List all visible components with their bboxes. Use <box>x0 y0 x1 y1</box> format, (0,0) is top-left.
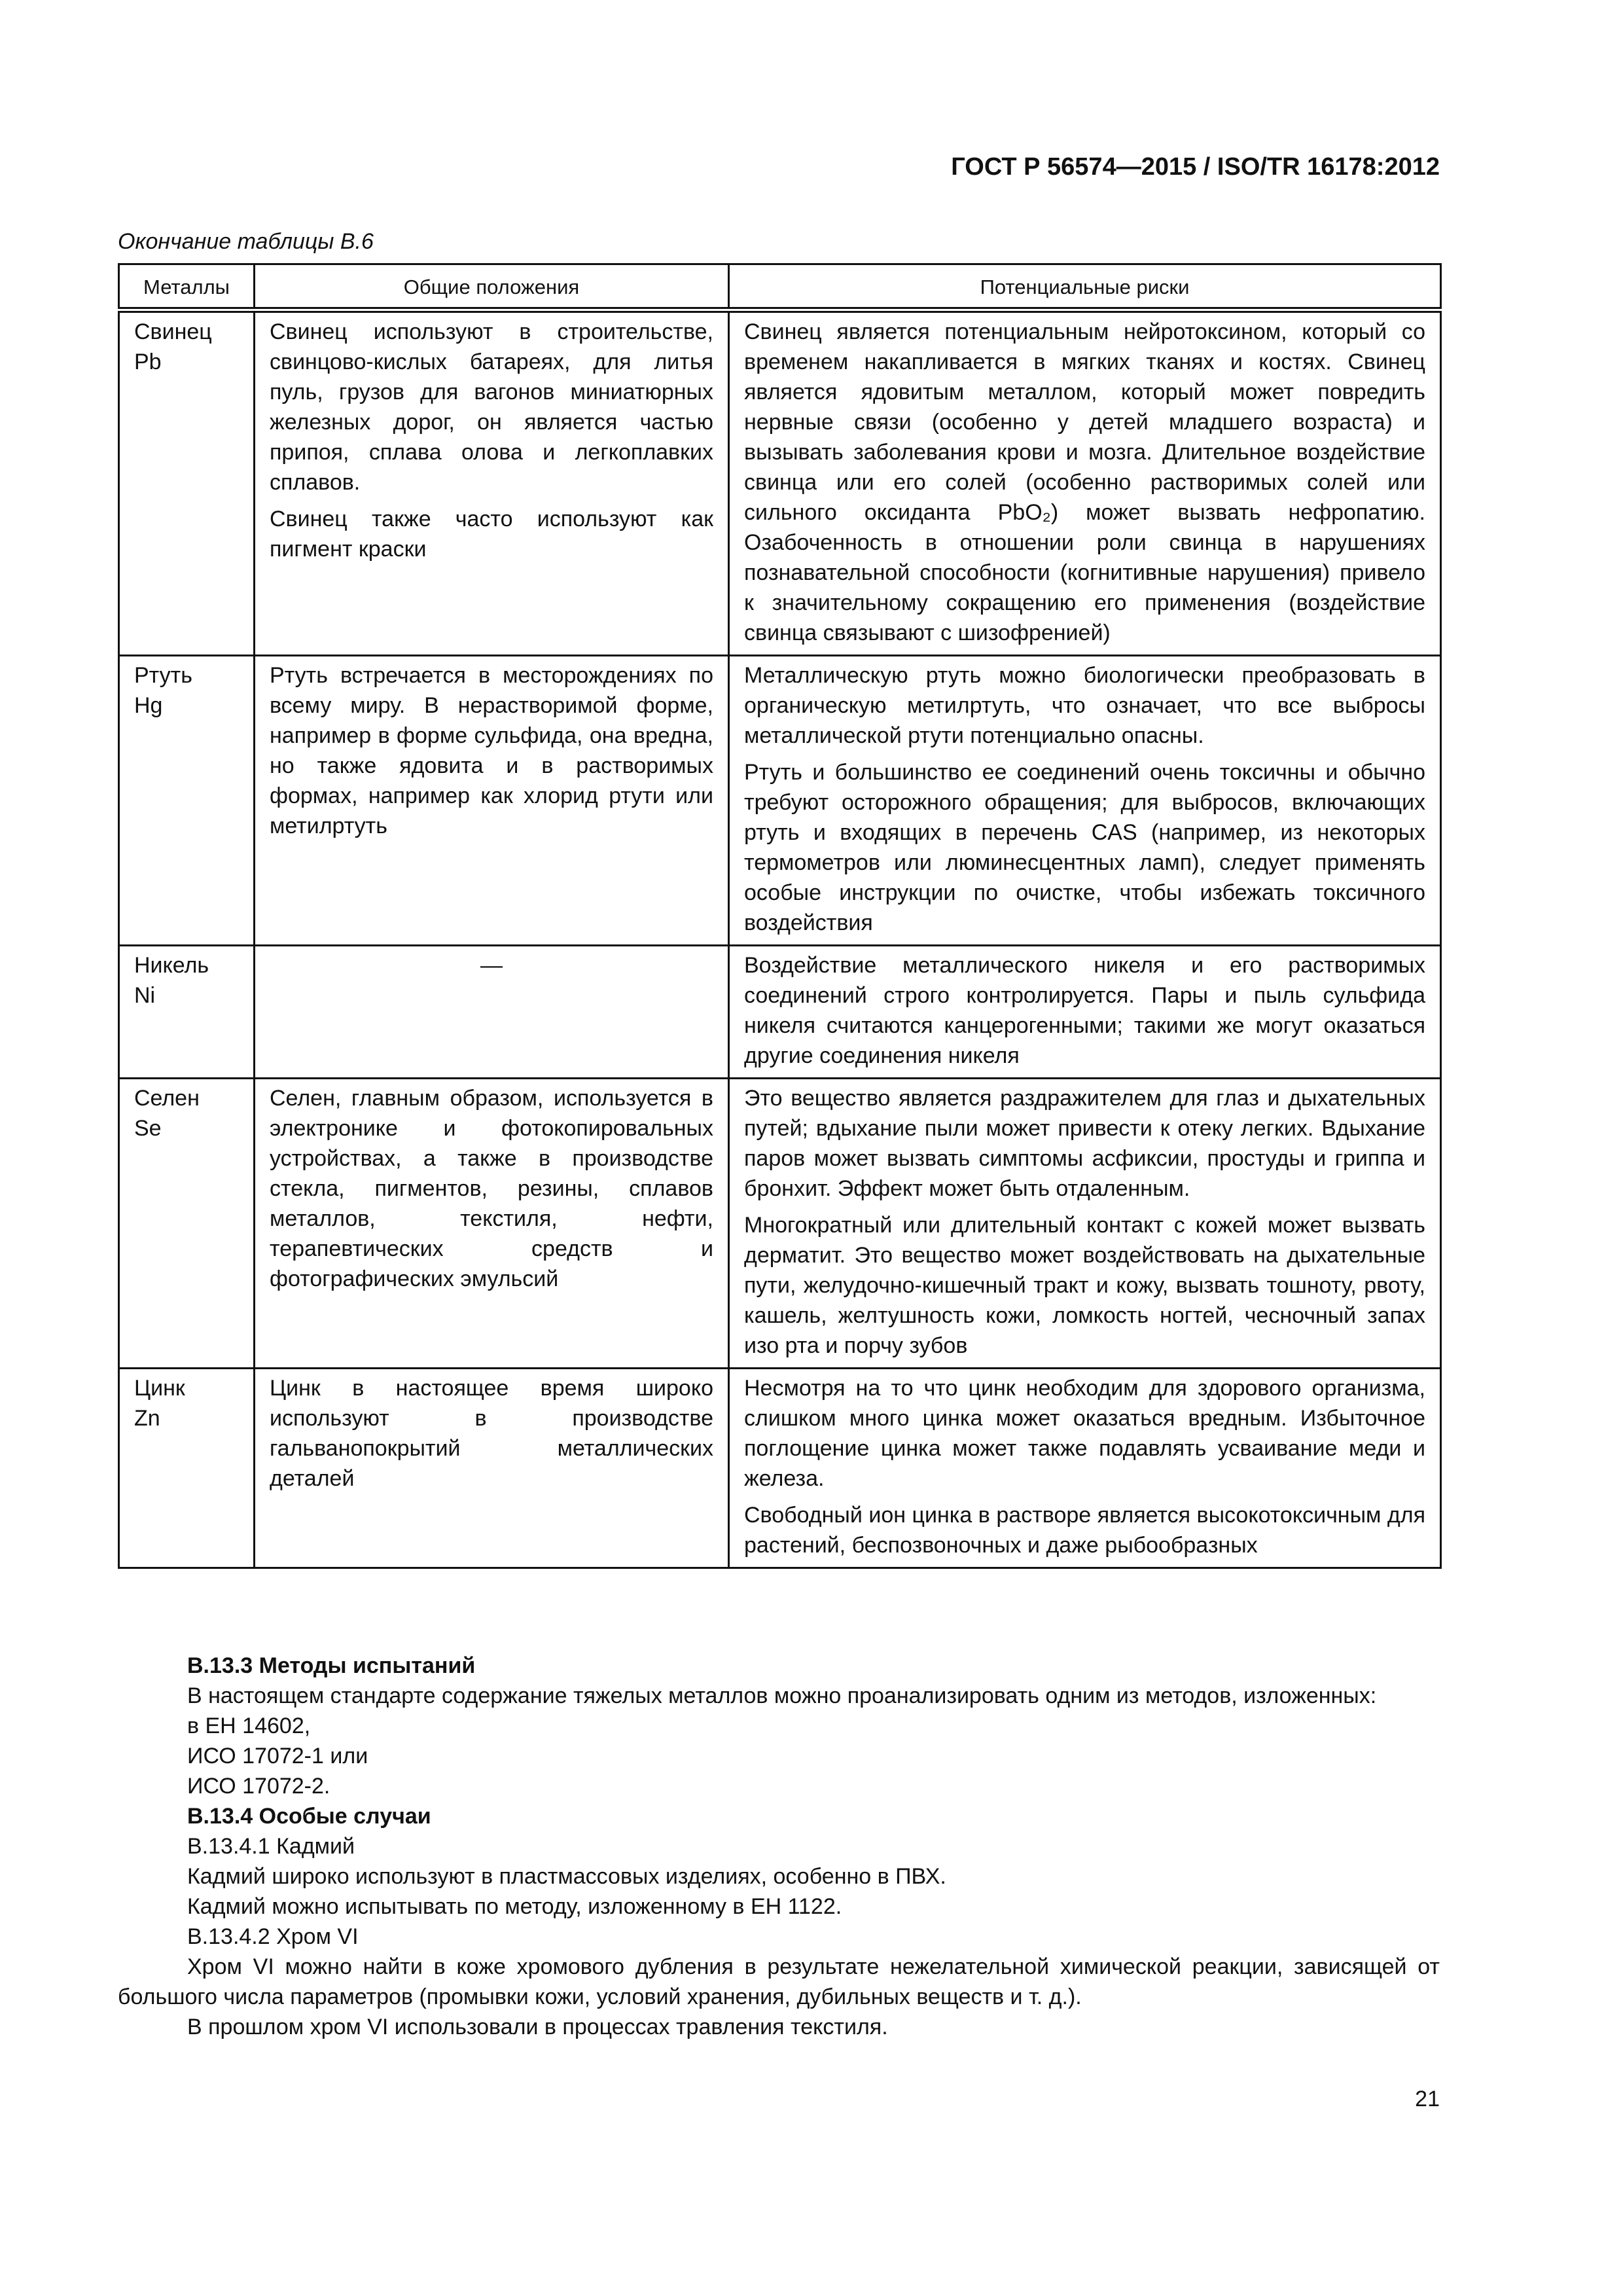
metal-name: Свинец <box>134 319 212 344</box>
table-row-lead <box>119 310 1441 656</box>
general-cell <box>255 1079 729 1369</box>
metal-cell <box>119 656 255 946</box>
table-row-zinc <box>119 1369 1441 1568</box>
metal-name: Ртуть <box>134 663 192 688</box>
general-cell <box>255 1369 729 1568</box>
risks-paragraph: Многократный или длительный контакт с кожей может вызвать дерматит. Это вещество может воздействовать на дыхательные пути, желудочно-кишечный тракт и кожу, вызвать тошноту, рвоту, кашель, желтушность кожи, ломкость ногтей, чесночный запах изо рта и порчу зубов <box>744 1213 1425 1358</box>
cadmium-paragraph: Кадмий можно испытывать по методу, изложенному в ЕН 1122. <box>187 1894 842 1919</box>
table-body <box>119 310 1441 1568</box>
risks-paragraph: Ртуть и большинство ее соединений очень токсичны и обычно требуют осторожного обращения; для выбросов, включающих ртуть и входящих в перечень CAS (например, из некоторых термометров или люминесцентных ламп), следует применять особые инструкции по очистке, чтобы избежать токсичного воздействия <box>744 760 1425 935</box>
column-header-risks: Потенциальные риски <box>729 264 1441 310</box>
risks-paragraph: Несмотря на то что цинк необходим для здорового организма, слишком много цинка может оказаться вредным. Избыточное поглощение цинка может также подавлять усваивание меди и железа. <box>744 1376 1425 1491</box>
general-cell <box>255 946 729 1079</box>
general-paragraph: Цинк в настоящее время широко используют в производстве гальванопокрытий металлических деталей <box>270 1376 713 1491</box>
section-heading-b1333: В.13.3 Методы испытаний <box>187 1653 476 1678</box>
table-row-selenium <box>119 1079 1441 1369</box>
table-caption: Окончание таблицы В.6 <box>118 229 374 254</box>
method-list-item: ИСО 17072-2. <box>187 1774 330 1799</box>
section-heading-b1334: В.13.4 Особые случаи <box>187 1804 431 1829</box>
metal-name: Селен <box>134 1086 200 1111</box>
risks-paragraph: Воздействие металлического никеля и его растворимых соединений строго контролируется. Пары и пыль сульфида никеля считаются канцерогенными; такими же могут оказаться другие соединения никеля <box>744 953 1425 1068</box>
metal-symbol: Hg <box>134 693 163 718</box>
column-header-general: Общие положения <box>255 264 729 310</box>
table-header <box>119 264 1441 310</box>
general-paragraph: Селен, главным образом, используется в электронике и фотокопировальных устройствах, а также в производстве стекла, пигментов, резины, сплавов металлов, текстиля, нефти, терапевтических средств и фотографических эмульсий <box>270 1086 713 1291</box>
metal-symbol: Ni <box>134 983 156 1008</box>
document-body <box>118 1651 1440 2042</box>
metal-cell <box>119 946 255 1079</box>
section-intro-b1333: В настоящем стандарте содержание тяжелых металлов можно проанализировать одним из методов, изложенных: <box>187 1683 1377 1708</box>
table-row-mercury <box>119 656 1441 946</box>
page-number: 21 <box>1415 2087 1440 2111</box>
risks-cell <box>729 310 1441 656</box>
general-paragraph: — <box>480 953 503 978</box>
subsection-title-chromium: В.13.4.2 Хром VI <box>187 1924 359 1949</box>
metal-symbol: Zn <box>134 1406 160 1431</box>
metal-name: Цинк <box>134 1376 185 1401</box>
subsection-title-cadmium: В.13.4.1 Кадмий <box>187 1834 355 1859</box>
document-header: ГОСТ Р 56574—2015 / ISO/TR 16178:2012 <box>951 153 1440 181</box>
risks-paragraph: Свинец является потенциальным нейротоксином, который со временем накапливается в мягких тканях и костях. Свинец является ядовитым металлом, который может повредить нервные связи (особенно у детей младшего возраста) и вызывать заболевания крови и мозга. Длительное воздействие свинца или его солей (особенно растворимых солей или сильного оксиданта PbO₂) может вызвать нефропатию. Озабоченность в отношении роли свинца в нарушениях познавательной способности (когнитивные нарушения) привело к значительному сокращению его применения (воздействие свинца связывают с шизофренией) <box>744 319 1425 645</box>
risks-cell <box>729 656 1441 946</box>
cadmium-paragraph: Кадмий широко используют в пластмассовых изделиях, особенно в ПВХ. <box>187 1864 946 1889</box>
metal-name: Никель <box>134 953 209 978</box>
risks-paragraph: Свободный ион цинка в растворе является высокотоксичным для растений, беспозвоночных и даже рыбообразных <box>744 1503 1425 1558</box>
table-row-nickel <box>119 946 1441 1079</box>
metal-cell <box>119 1079 255 1369</box>
chromium-paragraph: Хром VI можно найти в коже хромового дубления в результате нежелательной химической реакции, зависящей от большого числа параметров (промывки кожи, условий хранения, дубильных веществ и т. д.). <box>118 1954 1440 2009</box>
metal-symbol: Se <box>134 1116 162 1141</box>
column-header-metals: Металлы <box>119 264 255 310</box>
metal-cell <box>119 310 255 656</box>
risks-cell <box>729 1079 1441 1369</box>
general-paragraph: Свинец используют в строительстве, свинцово-кислых батареях, для литья пуль, грузов для вагонов миниатюрных железных дорог, он является частью припоя, сплава олова и легкоплавких сплавов. <box>270 319 713 495</box>
general-cell <box>255 656 729 946</box>
method-list-item: ИСО 17072-1 или <box>187 1744 368 1768</box>
metal-symbol: Pb <box>134 350 162 374</box>
metals-table <box>118 263 1442 1569</box>
method-list-item: в ЕН 14602, <box>187 1713 311 1738</box>
metal-cell <box>119 1369 255 1568</box>
risks-cell <box>729 1369 1441 1568</box>
table-header-row <box>119 264 1441 310</box>
general-cell <box>255 310 729 656</box>
general-paragraph: Свинец также часто используют как пигмент краски <box>270 507 713 562</box>
risks-paragraph: Металлическую ртуть можно биологически преобразовать в органическую метилртуть, что означает, что все выбросы металлической ртути потенциально опасны. <box>744 663 1425 748</box>
chromium-paragraph: В прошлом хром VI использовали в процессах травления текстиля. <box>187 2015 888 2039</box>
risks-cell <box>729 946 1441 1079</box>
risks-paragraph: Это вещество является раздражителем для глаз и дыхательных путей; вдыхание пыли может привести к отеку легких. Вдыхание паров может вызвать симптомы асфиксии, простуды и гриппа и бронхит. Эффект может быть отдаленным. <box>744 1086 1425 1201</box>
general-paragraph: Ртуть встречается в месторождениях по всему миру. В нерастворимой форме, например в форме сульфида, она вредна, но также ядовита и в растворимых формах, например как хлорид ртути или метилртуть <box>270 663 713 838</box>
